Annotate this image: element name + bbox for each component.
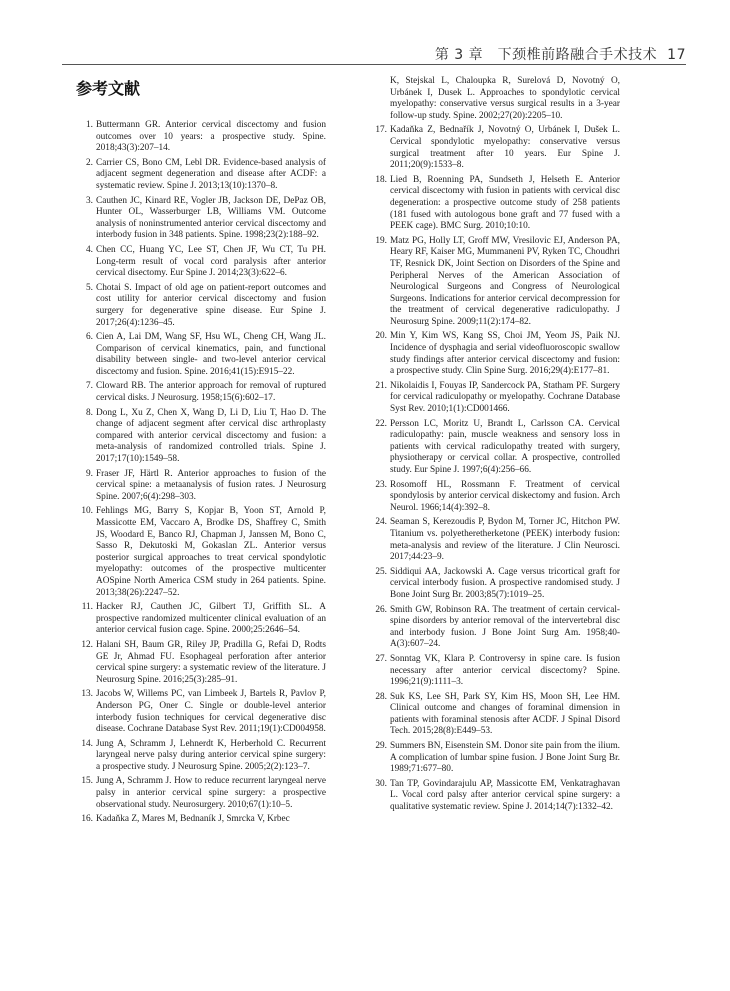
reference-item (370, 381, 620, 416)
reference-text: Kadaňka Z, Mares M, Bednaník J, Smrcka V, Krbec (96, 814, 290, 825)
reference-number: 17. (375, 125, 387, 136)
reference-number: 12. (81, 639, 93, 650)
reference-number: 28. (375, 691, 387, 702)
reference-item (370, 779, 620, 814)
references-right-column (370, 76, 620, 817)
reference-item (370, 517, 620, 563)
reference-text: Smith GW, Robinson RA. The treatment of certain cervical-spine disorders by anterior removal of the intervertebral disc and interbody fusion. J Bone Joint Surg Am. 1958;40-A(3):607–24. (390, 604, 620, 650)
reference-text: Halani SH, Baum GR, Riley JP, Pradilla G, Refai D, Rodts GE Jr, Ahmad FU. Esophageal perforation after anterior cervical spine surgery: a systematic review of the literature. J Neurosurg Spine. 2016;25(3):285–91. (96, 639, 326, 685)
reference-number: 23. (375, 479, 387, 490)
reference-number: 11. (81, 602, 93, 613)
reference-item (76, 640, 326, 686)
reference-text: Rosomoff HL, Rossmann F. Treatment of cervical spondylosis by anterior cervical diskectomy and fusion. Arch Neurol. 1966;14(4):392–8. (390, 479, 620, 513)
reference-number: 21. (375, 380, 387, 391)
reference-number: 6. (86, 332, 93, 343)
reference-text: Cauthen JC, Kinard RE, Vogler JB, Jackson DE, DePaz OB, Hunter OL, Wasserburger LB, Williams VM. Outcome analysis of noninstrumented anterior cervical discectomy and interbody fusion in 348 patients. Spine. 1998;23(2):188–92. (96, 195, 326, 241)
reference-text: Dong L, Xu Z, Chen X, Wang D, Li D, Liu T, Hao D. The change of adjacent segment after cervical disc arthroplasty compared with anterior cervical discectomy and fusion: a meta-analysis of randomized controlled trials. Spine J. 2017;17(10):1549–58. (96, 407, 326, 465)
reference-item (76, 602, 326, 637)
reference-text: Matz PG, Holly LT, Groff MW, Vresilovic EJ, Anderson PA, Heary RF, Kaiser MG, Mummaneni PV, Ryken TC, Choudhri TF, Resnick DK, Joint Section on Disorders of the Spine and Peripheral Nerves of the American Association of Neurological Surgeons and Congress of Neurological Surgeons. Indications for anterior cervical decompression for the treatment of cervical degenerative radiculopathy. J Neurosurg Spine. 2009;11(2):174–82. (390, 235, 620, 327)
reference-text: Siddiqui AA, Jackowski A. Cage versus tricortical graft for cervical interbody fusion. A prospective randomised study. J Bone Joint Surg Br. 2003;85(7):1019–25. (390, 566, 620, 600)
reference-text: Fehlings MG, Barry S, Kopjar B, Yoon ST, Arnold P, Massicotte EM, Vaccaro A, Brodke DS, Shaffrey C, Smith JS, Woodard E, Banco RJ, Chapman J, Janssen M, Bono C, Sasso R, Dekutoski M, Gokaslan ZL. Anterior versus posterior surgical approaches to treat cervical spondylotic myelopathy: outcomes of the prospective multicenter AOSpine North America CSM study in 264 patients. Spine. 2013;38(26):2247–52. (96, 506, 326, 598)
reference-item (76, 739, 326, 774)
reference-text: Min Y, Kim WS, Kang SS, Choi JM, Yeom JS, Paik NJ. Incidence of dysphagia and serial videofluoroscopic swallow study findings after anterior cervical discectomy and fusion: a prospective study. Clin Spine Surg. 2016;29(4):E177–81. (390, 331, 620, 377)
reference-number: 24. (375, 517, 387, 528)
reference-number: 5. (86, 282, 93, 293)
reference-text: Buttermann GR. Anterior cervical discectomy and fusion outcomes over 10 years: a prospective study. Spine. 2018;43(3):207–14. (96, 120, 326, 154)
reference-number: 4. (86, 244, 93, 255)
reference-item (76, 283, 326, 329)
header-rule (62, 64, 686, 65)
reference-text: Summers BN, Eisenstein SM. Donor site pain from the ilium. A complication of lumbar spine fusion. J Bone Joint Surg Br. 1989;71:677–80. (390, 741, 620, 775)
references-left-column (76, 120, 326, 829)
reference-number: 9. (86, 468, 93, 479)
page-number: 17 (667, 47, 686, 63)
reference-item (370, 236, 620, 329)
reference-item (76, 120, 326, 155)
reference-number: 2. (86, 157, 93, 168)
reference-item (76, 245, 326, 280)
reference-number: 1. (86, 120, 93, 130)
reference-text: Suk KS, Lee SH, Park SY, Kim HS, Moon SH, Lee HM. Clinical outcome and changes of foraminal dimension in patients with foraminal stenosis after ACDF. J Spinal Disord Tech. 2015;28(8):E449–53. (390, 691, 620, 737)
reference-text: Fraser JF, Härtl R. Anterior approaches to fusion of the cervical spine: a metaanalysis of fusion rates. J Neurosurg Spine. 2007;6(4):298–303. (96, 468, 326, 502)
reference-number: 30. (375, 778, 387, 789)
reference-number: 16. (81, 814, 93, 825)
reference-text: Sonntag VK, Klara P. Controversy in spine care. Is fusion necessary after anterior cervical discectomy? Spine. 1996;21(9):1111–3. (390, 653, 620, 688)
reference-item (76, 158, 326, 193)
reference-item (370, 331, 620, 377)
reference-text: Chotai S. Impact of old age on patient-report outcomes and cost utility for anterior cervical discectomy and fusion surgery for degenerative spine disease. Eur Spine J. 2017;26(4):1236–45. (96, 282, 326, 328)
reference-number: 18. (375, 174, 387, 185)
reference-item (370, 567, 620, 602)
reference-item (76, 381, 326, 404)
reference-number: 25. (375, 566, 387, 577)
reference-text: Jacobs W, Willems PC, van Limbeek J, Bartels R, Pavlov P, Anderson PG, Oner C. Single or double-level anterior interbody fusion techniques for cervical degenerative disc disease. Cochrane Database Syst Rev. 2011;19(1):CD004958. (96, 689, 326, 735)
reference-text: Hacker RJ, Cauthen JC, Gilbert TJ, Griffith SL. A prospective randomized multicenter clinical evaluation of an anterior cervical fusion cage. Spine. 2000;25:2646–54. (96, 602, 326, 636)
reference-text: K, Stejskal L, Chaloupka R, Surelová D, Novotný O, Urbánek I, Dusek L. Approaches to spondylotic cervical myelopathy: conservative versus surgical results in a 3-year follow-up study. Spine. 2002;27(20):2205–10. (390, 76, 620, 121)
reference-item (370, 419, 620, 477)
reference-text: Cien A, Lai DM, Wang SF, Hsu WL, Cheng CH, Wang JL. Comparison of cervical kinematics, pain, and functional disability between single- and two-level anterior cervical discectomy and fusion. Spine. 2016;41(15):E915–22. (96, 332, 326, 377)
reference-number: 19. (375, 235, 387, 246)
reference-number: 26. (375, 604, 387, 615)
reference-number: 20. (375, 331, 387, 342)
reference-text: Kadaňka Z, Bednařík J, Novotný O, Urbánek I, Dušek L. Cervical spondylotic myelopathy: conservative versus surgical treatment after 10 years. Eur Spine J. 2011;20(9):1533–8. (390, 125, 620, 171)
reference-number: 7. (86, 381, 93, 392)
reference-number: 13. (81, 689, 93, 700)
reference-text: Seaman S, Kerezoudis P, Bydon M, Torner JC, Hitchon PW. Titanium vs. polyetheretherketone (PEEK) interbody fusion: meta-analysis and review of the literature. J Clin Neurosci. 2017;44:23–9. (390, 517, 620, 563)
reference-item (76, 814, 326, 826)
reference-item (76, 506, 326, 599)
reference-item (370, 480, 620, 515)
reference-number: 3. (86, 195, 93, 206)
reference-number: 22. (375, 418, 387, 429)
reference-item (370, 175, 620, 233)
reference-text: Persson LC, Moritz U, Brandt L, Carlsson CA. Cervical radiculopathy: pain, muscle weakness and sensory loss in patients with cervical radiculopathy treated with surgery, physiotherapy or cervical collar. A prospective, controlled study. Eur Spine J. 1997;6(4):256–66. (390, 418, 620, 475)
reference-number: 27. (375, 653, 387, 664)
reference-text: Jung A, Schramm J. How to reduce recurrent laryngeal nerve palsy in anterior cervical spine surgery: a prospective observational study. Neurosurgery. 2010;67(1):10–5. (96, 776, 326, 810)
reference-item (76, 196, 326, 242)
chapter-title: 第 3 章 下颈椎前路融合手术技术 (434, 47, 658, 63)
reference-text: Cloward RB. The anterior approach for removal of ruptured cervical disks. J Neurosurg. 1958;15(6):602–17. (96, 381, 326, 404)
reference-number: 8. (86, 407, 93, 418)
reference-item (76, 776, 326, 811)
reference-text: Jung A, Schramm J, Lehnerdt K, Herberhold C. Recurrent laryngeal nerve palsy during anterior cervical spine surgery: a prospective study. J Neurosurg Spine. 2005;2(2):123–7. (96, 738, 326, 772)
reference-number: 14. (81, 738, 93, 749)
reference-number: 15. (81, 776, 93, 787)
reference-item (76, 332, 326, 378)
reference-item (370, 692, 620, 738)
reference-item (76, 689, 326, 735)
reference-list-right (370, 76, 620, 814)
reference-item (370, 741, 620, 776)
reference-item (76, 408, 326, 466)
reference-item (370, 654, 620, 689)
reference-list-left (76, 120, 326, 826)
reference-item (370, 605, 620, 651)
reference-text: Nikolaidis I, Fouyas IP, Sandercock PA, Statham PF. Surgery for cervical radiculopathy or myelopathy. Cochrane Database Syst Rev. 2010;1(1):CD001466. (390, 380, 620, 415)
reference-item (370, 125, 620, 171)
reference-text: Lied B, Roenning PA, Sundseth J, Helseth E. Anterior cervical discectomy with fusion in patients with cervical disc degeneration: a prospective outcome study of 258 patients (181 fused with autologous bone graft and 77 fused with a PEEK cage). BMC Surg. 2010;10:10. (390, 174, 620, 232)
reference-number: 10. (81, 506, 93, 517)
reference-text: Tan TP, Govindarajulu AP, Massicotte EM, Venkatraghavan L. Vocal cord palsy after anterior cervical spine surgery: a qualitative systematic review. Spine J. 2014;14(7):1332–42. (390, 778, 620, 813)
reference-item (76, 469, 326, 504)
reference-item (370, 76, 620, 122)
section-title: 参考文献 (76, 79, 141, 98)
reference-text: Carrier CS, Bono CM, Lebl DR. Evidence-based analysis of adjacent segment degeneration and disease after ACDF: a systematic review. Spine J. 2013;13(10):1370–8. (96, 157, 326, 191)
running-header (435, 44, 686, 64)
reference-number: 29. (375, 741, 387, 752)
reference-text: Chen CC, Huang YC, Lee ST, Chen JF, Wu CT, Tu PH. Long-term result of vocal cord paralysis after anterior cervical disectomy. Eur Spine J. 2014;23(3):622–6. (96, 244, 326, 279)
